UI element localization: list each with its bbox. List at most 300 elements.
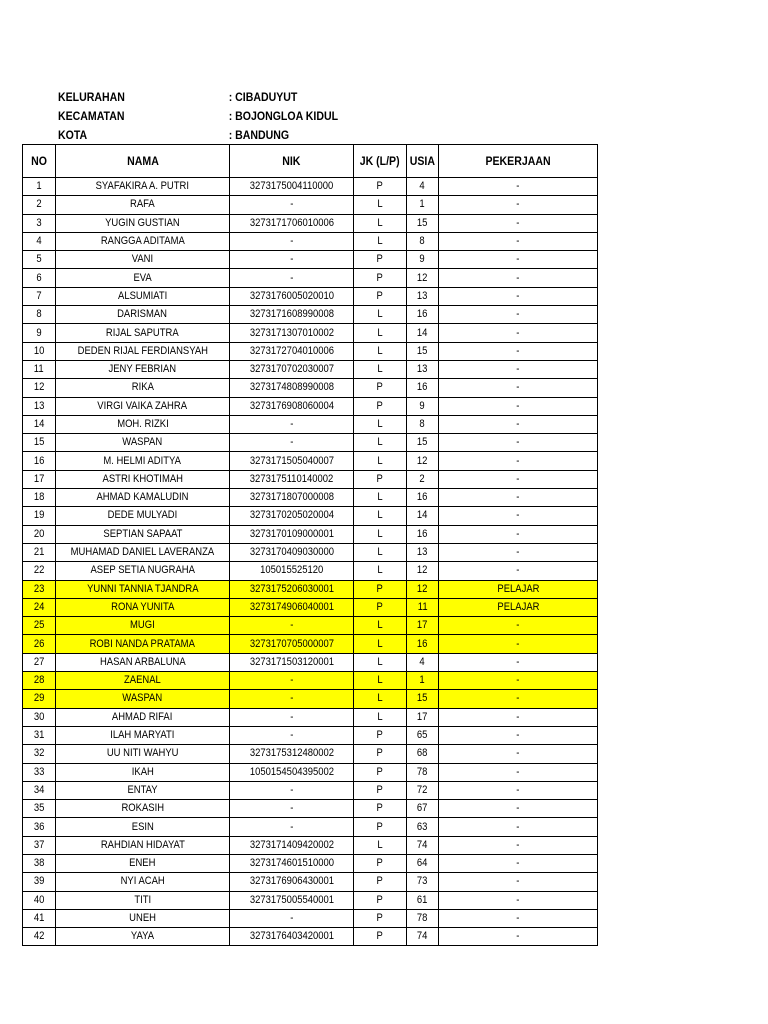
- column-header-pekerjaan: PEKERJAAN: [439, 145, 598, 178]
- cell-pekerjaan: -: [439, 928, 598, 946]
- cell-nik: 3273171409420002: [230, 836, 354, 854]
- column-header-nik: NIK: [230, 145, 354, 178]
- column-header-jk: JK (L/P): [354, 145, 407, 178]
- cell-jk: L: [354, 836, 407, 854]
- cell-nama: RANGGA ADITAMA: [56, 232, 230, 250]
- cell-nik: 3273170205020004: [230, 507, 354, 525]
- cell-no: 35: [23, 800, 56, 818]
- cell-no: 39: [23, 873, 56, 891]
- cell-usia: 15: [407, 434, 439, 452]
- cell-pekerjaan: -: [439, 434, 598, 452]
- cell-usia: 16: [407, 379, 439, 397]
- cell-no: 21: [23, 543, 56, 561]
- table-row: [23, 251, 598, 269]
- cell-pekerjaan: -: [439, 306, 598, 324]
- table-row: [23, 800, 598, 818]
- cell-no: 30: [23, 708, 56, 726]
- cell-nik: 3273171505040007: [230, 452, 354, 470]
- cell-usia: 74: [407, 836, 439, 854]
- cell-nik: 3273170702030007: [230, 360, 354, 378]
- cell-nik: 3273170409030000: [230, 543, 354, 561]
- table-row: [23, 763, 598, 781]
- cell-usia: 13: [407, 360, 439, 378]
- cell-pekerjaan: -: [439, 891, 598, 909]
- info-row-kota: [58, 126, 338, 145]
- cell-jk: P: [354, 763, 407, 781]
- table-row: [23, 653, 598, 671]
- table-row: [23, 580, 598, 598]
- cell-pekerjaan: -: [439, 379, 598, 397]
- cell-no: 27: [23, 653, 56, 671]
- cell-no: 31: [23, 726, 56, 744]
- cell-pekerjaan: -: [439, 909, 598, 927]
- cell-nik: 3273175005540001: [230, 891, 354, 909]
- cell-nama: ASTRI KHOTIMAH: [56, 470, 230, 488]
- cell-usia: 16: [407, 635, 439, 653]
- cell-nik: 3273170705000007: [230, 635, 354, 653]
- cell-usia: 73: [407, 873, 439, 891]
- cell-nama: RONA YUNITA: [56, 598, 230, 616]
- cell-no: 41: [23, 909, 56, 927]
- cell-no: 24: [23, 598, 56, 616]
- info-label: KECAMATAN: [58, 109, 125, 123]
- cell-nik: 105015525120: [230, 562, 354, 580]
- cell-jk: L: [354, 452, 407, 470]
- cell-nik: -: [230, 415, 354, 433]
- table-row: [23, 836, 598, 854]
- cell-pekerjaan: -: [439, 324, 598, 342]
- cell-nik: 3273175206030001: [230, 580, 354, 598]
- cell-pekerjaan: PELAJAR: [439, 598, 598, 616]
- info-label: KELURAHAN: [58, 90, 125, 104]
- cell-usia: 74: [407, 928, 439, 946]
- cell-no: 4: [23, 232, 56, 250]
- cell-no: 25: [23, 617, 56, 635]
- info-value: : BANDUNG: [228, 128, 290, 142]
- cell-pekerjaan: -: [439, 251, 598, 269]
- cell-nama: ROKASIH: [56, 800, 230, 818]
- cell-no: 3: [23, 214, 56, 232]
- cell-nik: 3273171608990008: [230, 306, 354, 324]
- cell-jk: L: [354, 196, 407, 214]
- cell-usia: 4: [407, 653, 439, 671]
- cell-nama: ILAH MARYATI: [56, 726, 230, 744]
- cell-pekerjaan: -: [439, 507, 598, 525]
- cell-nik: 3273176908060004: [230, 397, 354, 415]
- cell-pekerjaan: -: [439, 873, 598, 891]
- cell-jk: L: [354, 415, 407, 433]
- cell-nama: AHMAD RIFAI: [56, 708, 230, 726]
- cell-nama: YAYA: [56, 928, 230, 946]
- cell-nama: MUGI: [56, 617, 230, 635]
- cell-nama: ESIN: [56, 818, 230, 836]
- cell-nik: 3273171307010002: [230, 324, 354, 342]
- cell-nik: 3273176403420001: [230, 928, 354, 946]
- table-row: [23, 434, 598, 452]
- cell-nama: RIJAL SAPUTRA: [56, 324, 230, 342]
- table-row: [23, 232, 598, 250]
- cell-no: 2: [23, 196, 56, 214]
- cell-jk: P: [354, 726, 407, 744]
- cell-jk: L: [354, 690, 407, 708]
- cell-jk: P: [354, 598, 407, 616]
- table-row: [23, 196, 598, 214]
- cell-usia: 78: [407, 909, 439, 927]
- cell-no: 17: [23, 470, 56, 488]
- cell-no: 38: [23, 854, 56, 872]
- cell-no: 9: [23, 324, 56, 342]
- cell-usia: 12: [407, 452, 439, 470]
- cell-usia: 65: [407, 726, 439, 744]
- table-row: [23, 214, 598, 232]
- cell-no: 32: [23, 745, 56, 763]
- table-row: [23, 178, 598, 196]
- table-row: [23, 909, 598, 927]
- cell-nama: ZAENAL: [56, 672, 230, 690]
- cell-nik: 3273175110140002: [230, 470, 354, 488]
- cell-pekerjaan: -: [439, 690, 598, 708]
- cell-jk: L: [354, 342, 407, 360]
- cell-pekerjaan: -: [439, 708, 598, 726]
- cell-usia: 61: [407, 891, 439, 909]
- cell-no: 19: [23, 507, 56, 525]
- cell-nik: -: [230, 781, 354, 799]
- cell-jk: P: [354, 580, 407, 598]
- cell-usia: 9: [407, 397, 439, 415]
- cell-nik: 3273176906430001: [230, 873, 354, 891]
- cell-pekerjaan: -: [439, 745, 598, 763]
- cell-nama: SEPTIAN SAPAAT: [56, 525, 230, 543]
- cell-no: 33: [23, 763, 56, 781]
- table-row: [23, 690, 598, 708]
- cell-nik: -: [230, 818, 354, 836]
- cell-pekerjaan: -: [439, 763, 598, 781]
- cell-pekerjaan: -: [439, 781, 598, 799]
- cell-pekerjaan: -: [439, 415, 598, 433]
- cell-nik: 3273171807000008: [230, 489, 354, 507]
- cell-nama: ALSUMIATI: [56, 287, 230, 305]
- cell-usia: 14: [407, 324, 439, 342]
- cell-pekerjaan: -: [439, 562, 598, 580]
- cell-jk: P: [354, 287, 407, 305]
- cell-jk: L: [354, 507, 407, 525]
- cell-jk: P: [354, 873, 407, 891]
- cell-nik: -: [230, 672, 354, 690]
- table-row: [23, 489, 598, 507]
- cell-pekerjaan: -: [439, 635, 598, 653]
- cell-nama: WASPAN: [56, 690, 230, 708]
- cell-nama: ENTAY: [56, 781, 230, 799]
- table-row: [23, 672, 598, 690]
- table-row: [23, 379, 598, 397]
- cell-no: 22: [23, 562, 56, 580]
- cell-nik: -: [230, 434, 354, 452]
- cell-nama: MUHAMAD DANIEL LAVERANZA: [56, 543, 230, 561]
- cell-pekerjaan: PELAJAR: [439, 580, 598, 598]
- cell-nama: ASEP SETIA NUGRAHA: [56, 562, 230, 580]
- cell-nama: AHMAD KAMALUDIN: [56, 489, 230, 507]
- cell-nama: VIRGI VAIKA ZAHRA: [56, 397, 230, 415]
- cell-nama: UNEH: [56, 909, 230, 927]
- cell-jk: L: [354, 562, 407, 580]
- cell-no: 15: [23, 434, 56, 452]
- cell-no: 13: [23, 397, 56, 415]
- cell-no: 7: [23, 287, 56, 305]
- cell-jk: L: [354, 635, 407, 653]
- cell-jk: P: [354, 909, 407, 927]
- cell-nik: -: [230, 269, 354, 287]
- cell-usia: 12: [407, 580, 439, 598]
- table-row: [23, 452, 598, 470]
- cell-jk: P: [354, 854, 407, 872]
- table-row: [23, 525, 598, 543]
- cell-usia: 68: [407, 745, 439, 763]
- cell-jk: L: [354, 306, 407, 324]
- resident-table: [22, 144, 598, 946]
- cell-nama: ENEH: [56, 854, 230, 872]
- cell-jk: L: [354, 324, 407, 342]
- cell-usia: 16: [407, 306, 439, 324]
- cell-nama: IKAH: [56, 763, 230, 781]
- table-row: [23, 928, 598, 946]
- cell-nik: 3273174601510000: [230, 854, 354, 872]
- table-row: [23, 562, 598, 580]
- cell-jk: L: [354, 617, 407, 635]
- cell-usia: 4: [407, 178, 439, 196]
- cell-no: 16: [23, 452, 56, 470]
- column-header-usia: USIA: [407, 145, 439, 178]
- cell-jk: P: [354, 891, 407, 909]
- cell-pekerjaan: -: [439, 672, 598, 690]
- cell-jk: P: [354, 379, 407, 397]
- cell-pekerjaan: -: [439, 178, 598, 196]
- table-row: [23, 745, 598, 763]
- cell-no: 18: [23, 489, 56, 507]
- cell-jk: P: [354, 269, 407, 287]
- table-row: [23, 818, 598, 836]
- cell-pekerjaan: -: [439, 214, 598, 232]
- cell-usia: 14: [407, 507, 439, 525]
- cell-nama: DEDEN RIJAL FERDIANSYAH: [56, 342, 230, 360]
- cell-pekerjaan: -: [439, 489, 598, 507]
- cell-pekerjaan: -: [439, 269, 598, 287]
- cell-pekerjaan: -: [439, 543, 598, 561]
- cell-nama: RAFA: [56, 196, 230, 214]
- table-row: [23, 342, 598, 360]
- cell-nik: 3273171706010006: [230, 214, 354, 232]
- cell-nama: RIKA: [56, 379, 230, 397]
- cell-nama: WASPAN: [56, 434, 230, 452]
- table-row: [23, 397, 598, 415]
- cell-nik: -: [230, 617, 354, 635]
- table-row: [23, 269, 598, 287]
- cell-no: 42: [23, 928, 56, 946]
- cell-jk: P: [354, 818, 407, 836]
- cell-no: 20: [23, 525, 56, 543]
- cell-no: 28: [23, 672, 56, 690]
- cell-jk: L: [354, 214, 407, 232]
- cell-nama: M. HELMI ADITYA: [56, 452, 230, 470]
- cell-usia: 63: [407, 818, 439, 836]
- info-row-kelurahan: [58, 88, 338, 107]
- cell-nama: NYI ACAH: [56, 873, 230, 891]
- column-header-nama: NAMA: [56, 145, 230, 178]
- cell-pekerjaan: -: [439, 800, 598, 818]
- cell-nama: DEDE MULYADI: [56, 507, 230, 525]
- cell-usia: 2: [407, 470, 439, 488]
- cell-pekerjaan: -: [439, 617, 598, 635]
- cell-pekerjaan: -: [439, 470, 598, 488]
- cell-nik: -: [230, 708, 354, 726]
- cell-jk: P: [354, 781, 407, 799]
- cell-nik: 3273176005020010: [230, 287, 354, 305]
- cell-no: 6: [23, 269, 56, 287]
- cell-pekerjaan: -: [439, 342, 598, 360]
- cell-pekerjaan: -: [439, 287, 598, 305]
- info-label: KOTA: [58, 128, 88, 142]
- table-row: [23, 854, 598, 872]
- table-header-row: [23, 145, 598, 178]
- cell-usia: 1: [407, 196, 439, 214]
- table-row: [23, 726, 598, 744]
- cell-no: 11: [23, 360, 56, 378]
- column-header-no: NO: [23, 145, 56, 178]
- cell-jk: L: [354, 525, 407, 543]
- cell-jk: L: [354, 489, 407, 507]
- cell-nama: YUGIN GUSTIAN: [56, 214, 230, 232]
- cell-jk: P: [354, 251, 407, 269]
- cell-jk: L: [354, 434, 407, 452]
- cell-usia: 17: [407, 617, 439, 635]
- cell-no: 26: [23, 635, 56, 653]
- cell-usia: 8: [407, 232, 439, 250]
- cell-usia: 64: [407, 854, 439, 872]
- cell-pekerjaan: -: [439, 818, 598, 836]
- table-row: [23, 360, 598, 378]
- table-row: [23, 415, 598, 433]
- cell-no: 29: [23, 690, 56, 708]
- cell-no: 14: [23, 415, 56, 433]
- cell-nik: 3273170109000001: [230, 525, 354, 543]
- cell-usia: 78: [407, 763, 439, 781]
- cell-pekerjaan: -: [439, 525, 598, 543]
- cell-usia: 72: [407, 781, 439, 799]
- location-info: [58, 88, 338, 145]
- table-row: [23, 635, 598, 653]
- cell-jk: P: [354, 800, 407, 818]
- info-value: : BOJONGLOA KIDUL: [228, 109, 339, 123]
- cell-nama: SYAFAKIRA A. PUTRI: [56, 178, 230, 196]
- cell-nama: VANI: [56, 251, 230, 269]
- cell-usia: 15: [407, 690, 439, 708]
- cell-no: 10: [23, 342, 56, 360]
- table-row: [23, 324, 598, 342]
- cell-nik: -: [230, 909, 354, 927]
- cell-no: 23: [23, 580, 56, 598]
- cell-nama: YUNNI TANNIA TJANDRA: [56, 580, 230, 598]
- cell-nik: 3273171503120001: [230, 653, 354, 671]
- cell-jk: P: [354, 928, 407, 946]
- table-row: [23, 598, 598, 616]
- cell-no: 8: [23, 306, 56, 324]
- cell-nik: 1050154504395002: [230, 763, 354, 781]
- cell-jk: L: [354, 708, 407, 726]
- cell-no: 12: [23, 379, 56, 397]
- cell-nama: TITI: [56, 891, 230, 909]
- cell-usia: 1: [407, 672, 439, 690]
- info-value: : CIBADUYUT: [228, 90, 298, 104]
- cell-pekerjaan: -: [439, 452, 598, 470]
- cell-jk: P: [354, 178, 407, 196]
- table-row: [23, 543, 598, 561]
- cell-pekerjaan: -: [439, 836, 598, 854]
- cell-usia: 12: [407, 269, 439, 287]
- cell-nama: UU NITI WAHYU: [56, 745, 230, 763]
- cell-nik: -: [230, 800, 354, 818]
- table-row: [23, 470, 598, 488]
- cell-nik: -: [230, 690, 354, 708]
- cell-nama: DARISMAN: [56, 306, 230, 324]
- cell-nama: JENY FEBRIAN: [56, 360, 230, 378]
- cell-jk: L: [354, 232, 407, 250]
- cell-nik: 3273174906040001: [230, 598, 354, 616]
- cell-usia: 16: [407, 525, 439, 543]
- table-row: [23, 507, 598, 525]
- cell-nama: ROBI NANDA PRATAMA: [56, 635, 230, 653]
- table-row: [23, 781, 598, 799]
- cell-pekerjaan: -: [439, 196, 598, 214]
- cell-jk: P: [354, 470, 407, 488]
- cell-pekerjaan: -: [439, 232, 598, 250]
- table-row: [23, 708, 598, 726]
- cell-no: 36: [23, 818, 56, 836]
- cell-nama: RAHDIAN HIDAYAT: [56, 836, 230, 854]
- cell-nik: -: [230, 232, 354, 250]
- cell-jk: L: [354, 653, 407, 671]
- cell-nik: -: [230, 196, 354, 214]
- table-row: [23, 617, 598, 635]
- cell-usia: 15: [407, 214, 439, 232]
- cell-nik: 3273172704010006: [230, 342, 354, 360]
- table-row: [23, 891, 598, 909]
- cell-nik: 3273175312480002: [230, 745, 354, 763]
- cell-usia: 9: [407, 251, 439, 269]
- cell-usia: 13: [407, 543, 439, 561]
- cell-nama: EVA: [56, 269, 230, 287]
- cell-usia: 12: [407, 562, 439, 580]
- cell-usia: 15: [407, 342, 439, 360]
- cell-no: 34: [23, 781, 56, 799]
- cell-no: 1: [23, 178, 56, 196]
- cell-jk: P: [354, 745, 407, 763]
- cell-nama: MOH. RIZKI: [56, 415, 230, 433]
- table-row: [23, 287, 598, 305]
- cell-pekerjaan: -: [439, 653, 598, 671]
- cell-usia: 11: [407, 598, 439, 616]
- cell-usia: 8: [407, 415, 439, 433]
- cell-usia: 16: [407, 489, 439, 507]
- cell-pekerjaan: -: [439, 726, 598, 744]
- cell-jk: L: [354, 360, 407, 378]
- cell-usia: 13: [407, 287, 439, 305]
- cell-jk: L: [354, 672, 407, 690]
- cell-pekerjaan: -: [439, 360, 598, 378]
- cell-no: 5: [23, 251, 56, 269]
- cell-usia: 67: [407, 800, 439, 818]
- cell-pekerjaan: -: [439, 854, 598, 872]
- cell-nik: -: [230, 251, 354, 269]
- cell-no: 40: [23, 891, 56, 909]
